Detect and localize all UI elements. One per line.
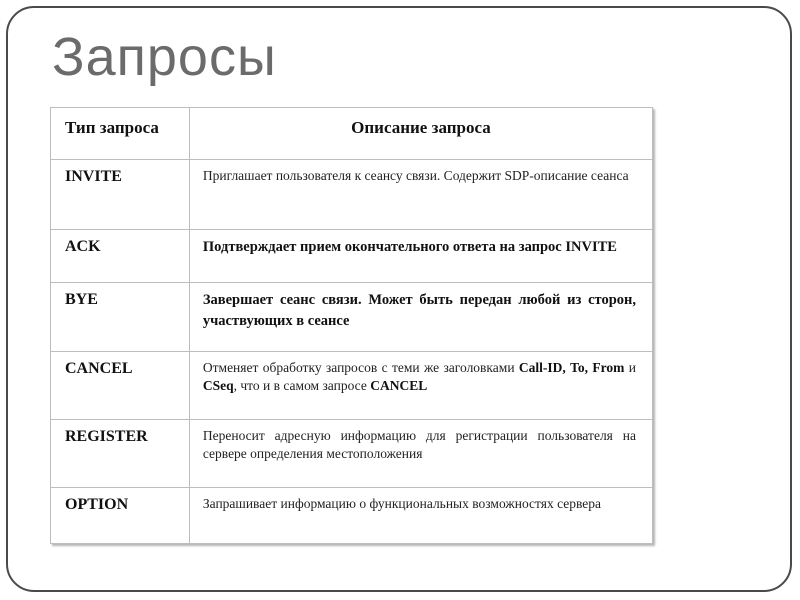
header-from: From (592, 360, 625, 375)
table-row (51, 488, 653, 544)
header-description: Описание запроса (189, 108, 652, 160)
request-type-ack: ACK (51, 230, 190, 283)
request-description-cancel (189, 352, 652, 420)
desc-text: и (624, 360, 636, 375)
request-type-register: REGISTER (51, 420, 190, 488)
table-row (51, 420, 653, 488)
table-header-row (51, 108, 653, 160)
request-type-option: OPTION (51, 488, 190, 544)
requests-table (50, 107, 653, 544)
header-type: Тип запроса (51, 108, 190, 160)
request-type-bye: BYE (51, 283, 190, 352)
header-to: To, (570, 360, 589, 375)
table-row (51, 352, 653, 420)
header-cseq: CSeq (202, 378, 234, 393)
request-description-bye: Завершает сеанс связи. Может быть передан любой из сторон, участвующих в сеансе (189, 283, 652, 352)
desc-text: Отменяет обработку запросов с теми же заголовками (202, 360, 519, 375)
request-type-invite: INVITE (51, 160, 190, 230)
slide-title: Запросы (52, 27, 277, 87)
header-call-id: Call-ID, (518, 360, 566, 375)
table-row (51, 160, 653, 230)
request-type-cancel: CANCEL (51, 352, 190, 420)
request-description-ack: Подтверждает прием окончательного ответа на запрос INVITE (189, 230, 652, 283)
table-row (51, 283, 653, 352)
table-row (51, 230, 653, 283)
desc-text: , что и в самом запросе (233, 378, 371, 393)
request-cancel-ref: CANCEL (370, 378, 428, 393)
request-description-register: Переносит адресную информацию для регистрации пользователя на сервере определения местоположения (189, 420, 652, 488)
request-description-option: Запрашивает информацию о функциональных возможностях сервера (189, 488, 652, 544)
request-description-invite: Приглашает пользователя к сеансу связи. Содержит SDP-описание сеанса (189, 160, 652, 230)
